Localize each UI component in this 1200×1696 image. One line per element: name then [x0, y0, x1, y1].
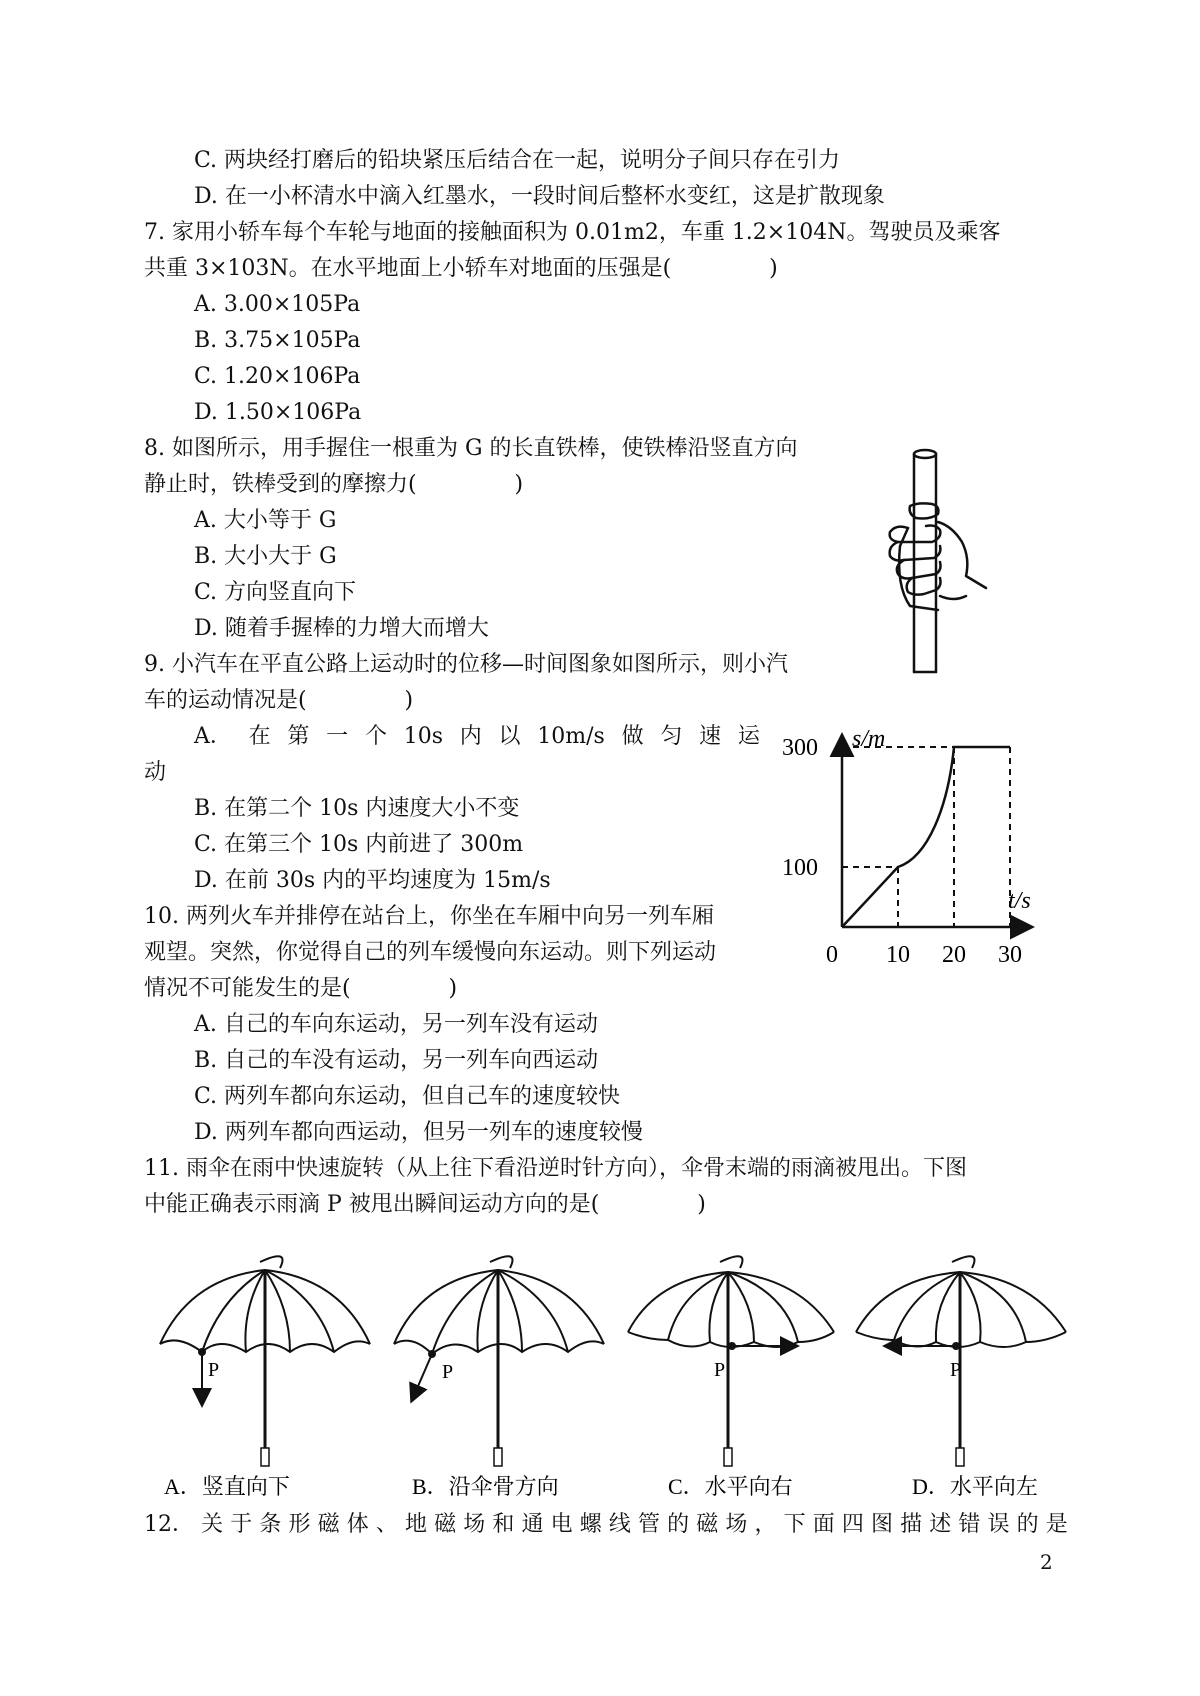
q12-stem-word: 形	[288, 1512, 311, 1537]
q10-stem-line1: 10. 两列火车并排停在站台上，你坐在车厢中向另一列车厢	[144, 904, 714, 929]
q9-option-a-word: 做	[621, 724, 644, 749]
q12-stem-word: 、	[375, 1512, 398, 1537]
umbrella-a-caption: A．竖直向下	[164, 1474, 290, 1498]
q12-stem-word: 图	[870, 1512, 893, 1537]
q12-stem-word: 体	[346, 1512, 369, 1537]
q9-option-a-word: 匀	[660, 724, 683, 749]
q12-stem-word: 述	[929, 1512, 952, 1537]
q12-stem-word: 是	[1045, 1512, 1068, 1537]
q10-option-a: A. 自己的车向东运动，另一列车没有运动	[194, 1012, 598, 1037]
q10-option-d: D. 两列车都向西运动，但另一列车的速度较慢	[194, 1120, 643, 1145]
x-tick-label: 30	[998, 942, 1022, 968]
q6-option-d: D. 在一小杯清水中滴入红墨水，一段时间后整杯水变红，这是扩散现象	[194, 184, 885, 209]
umbrella-c	[628, 1256, 834, 1466]
q8-option-c: C. 方向竖直向下	[194, 580, 357, 605]
q8-stem-line2: 静止时，铁棒受到的摩擦力( )	[144, 472, 524, 497]
q10-option-c: C. 两列车都向东运动，但自己车的速度较快	[194, 1084, 621, 1109]
q9-option-a-word: 在	[248, 724, 271, 749]
q12-stem-word: 通	[521, 1512, 544, 1537]
q6-option-c: C. 两块经打磨后的铅块紧压后结合在一起，说明分子间只存在引力	[194, 148, 841, 173]
series-curve	[842, 747, 1010, 927]
q12-stem-word: 下	[783, 1512, 806, 1537]
q9-option-a-word: 10s	[403, 724, 443, 749]
q12-stem-word: 的	[1016, 1512, 1039, 1537]
x-axis-label: t/s	[1008, 888, 1031, 914]
page-number: 2	[1040, 1550, 1053, 1574]
q9-option-a-word: 运	[737, 724, 760, 749]
q12-stem-word: 的	[667, 1512, 690, 1537]
umbrella-a	[160, 1256, 370, 1466]
q9-option-d: D. 在前 30s 内的平均速度为 15m/s	[194, 868, 551, 893]
q7-stem-line1: 7. 家用小轿车每个车轮与地面的接触面积为 0.01m2，车重 1.2×104N。驾驶员及乘客	[144, 220, 1001, 245]
q9-option-a-continued: 动	[144, 760, 167, 785]
q9-option-a-word: 内	[459, 724, 482, 749]
q12-stem-word: 磁	[317, 1512, 340, 1537]
q12-stem-word: 面	[812, 1512, 835, 1537]
x-tick-label: 0	[826, 942, 838, 968]
q12-stem-word: 错	[958, 1512, 981, 1537]
x-tick-label: 10	[886, 942, 910, 968]
x-tick-label: 20	[942, 942, 966, 968]
umbrella-b-caption: B．沿伞骨方向	[412, 1474, 559, 1498]
y-tick-label: 300	[782, 735, 818, 761]
q10-stem-line3: 情况不可能发生的是( )	[144, 976, 458, 1001]
displacement-time-chart	[780, 722, 1050, 968]
q12-stem-word: 条	[259, 1512, 282, 1537]
q9-option-a-word: 10m/s	[537, 724, 605, 749]
q7-option-a: A. 3.00×105Pa	[194, 292, 361, 317]
q7-option-d: D. 1.50×106Pa	[194, 400, 362, 425]
q10-stem-line2: 观望。突然，你觉得自己的列车缓慢向东运动。则下列运动	[144, 940, 717, 965]
q9-option-a	[194, 722, 760, 752]
q10-option-b: B. 自己的车没有运动，另一列车向西运动	[194, 1048, 599, 1073]
y-tick-label: 100	[782, 855, 818, 881]
umbrella-d-caption: D．水平向左	[912, 1474, 1038, 1498]
q12-stem-word: 场	[463, 1512, 486, 1537]
umbrella-a-point-label: P	[208, 1359, 220, 1381]
q8-option-a: A. 大小等于 G	[194, 508, 337, 533]
q12-stem-word: 管	[637, 1512, 660, 1537]
q9-stem-line1: 9. 小汽车在平直公路上运动时的位移—时间图象如图所示，则小汽	[144, 652, 788, 677]
q12-stem-word: ，	[754, 1512, 777, 1537]
q12-stem-word: 于	[230, 1512, 253, 1537]
q7-option-c: C. 1.20×106Pa	[194, 364, 361, 389]
umbrella-c-point-label: P	[714, 1359, 726, 1381]
q7-stem-line2: 共重 3×103N。在水平地面上小轿车对地面的压强是( )	[144, 256, 778, 281]
umbrella-b-point-label: P	[442, 1361, 454, 1383]
q12-stem-word: 四	[841, 1512, 864, 1537]
q9-option-a-word: A．	[194, 724, 232, 749]
q9-option-a-word: 一	[326, 724, 349, 749]
q12-stem-word: 描	[900, 1512, 923, 1537]
q12-stem-word: 12．	[144, 1512, 194, 1537]
q12-stem	[144, 1510, 1068, 1540]
q9-option-a-word: 个	[364, 724, 387, 749]
q12-stem-word: 螺	[579, 1512, 602, 1537]
umbrella-b	[394, 1256, 604, 1466]
q11-stem-line1: 11. 雨伞在雨中快速旋转（从上往下看沿逆时针方向），伞骨末端的雨滴被甩出。下图	[144, 1156, 967, 1181]
q8-stem-line1: 8. 如图所示，用手握住一根重为 G 的长直铁棒，使铁棒沿竖直方向	[144, 436, 798, 461]
q9-stem-line2: 车的运动情况是( )	[144, 688, 414, 713]
q12-stem-word: 关	[201, 1512, 224, 1537]
umbrella-d-point-label: P	[950, 1359, 962, 1381]
q7-option-b: B. 3.75×105Pa	[194, 328, 361, 353]
q12-stem-word: 磁	[434, 1512, 457, 1537]
q9-option-a-word: 以	[498, 724, 521, 749]
q12-stem-word: 场	[725, 1512, 748, 1537]
q8-option-d: D. 随着手握棒的力增大而增大	[194, 616, 489, 641]
q9-option-a-word: 第	[287, 724, 310, 749]
q12-stem-word: 电	[550, 1512, 573, 1537]
y-axis-label: s/m	[852, 726, 886, 752]
q8-option-b: B. 大小大于 G	[194, 544, 337, 569]
q12-stem-word: 地	[404, 1512, 427, 1537]
q9-option-a-word: 速	[699, 724, 722, 749]
q12-stem-word: 磁	[696, 1512, 719, 1537]
hand-holding-rod-figure	[870, 446, 1000, 678]
q9-option-c: C. 在第三个 10s 内前进了 300m	[194, 832, 524, 857]
q9-option-b: B. 在第二个 10s 内速度大小不变	[194, 796, 520, 821]
umbrella-c-caption: C．水平向右	[668, 1474, 793, 1498]
q12-stem-word: 误	[987, 1512, 1010, 1537]
q12-stem-word: 和	[492, 1512, 515, 1537]
q12-stem-word: 线	[608, 1512, 631, 1537]
q11-stem-line2: 中能正确表示雨滴 P 被甩出瞬间运动方向的是( )	[144, 1192, 706, 1217]
umbrella-figures	[150, 1248, 1100, 1498]
